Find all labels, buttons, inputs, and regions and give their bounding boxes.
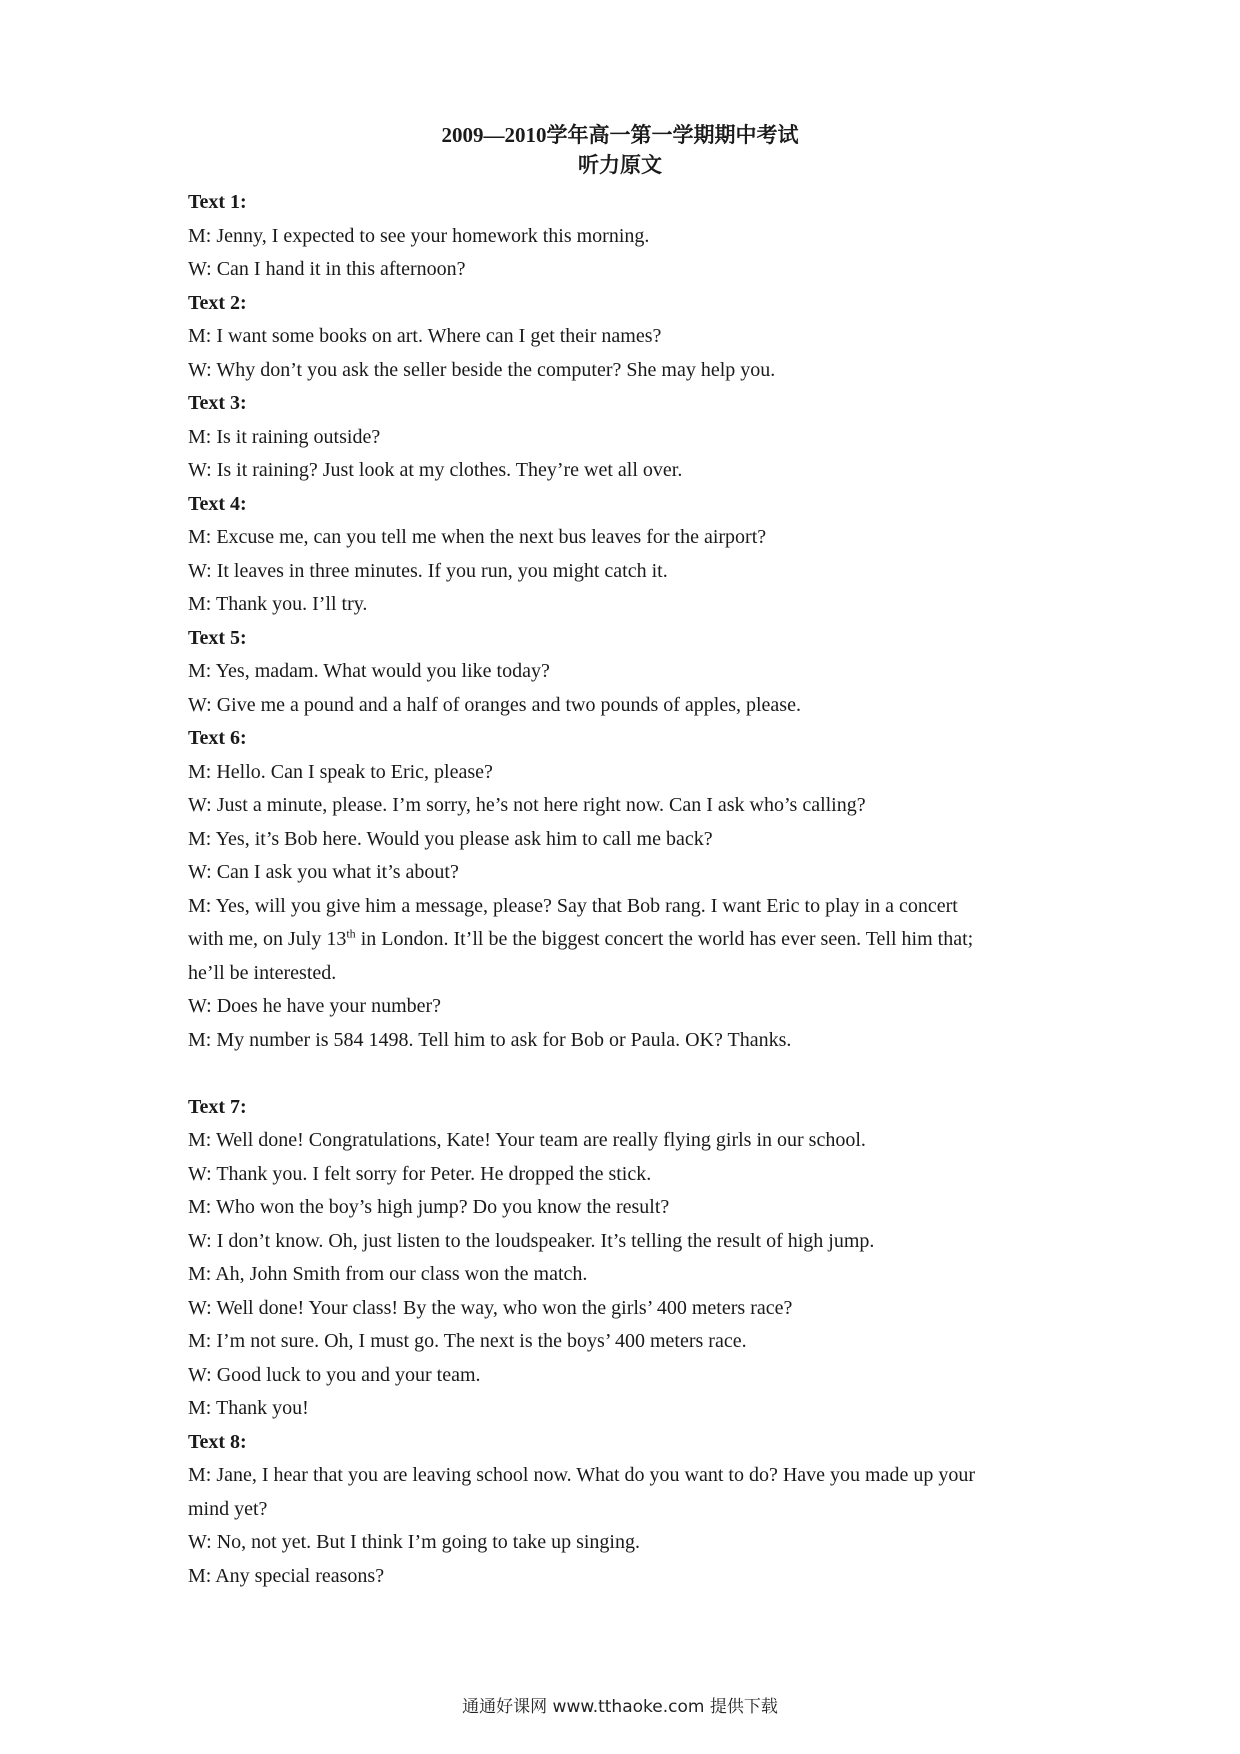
dialogue-line: M: Who won the boy’s high jump? Do you know the result? bbox=[188, 1196, 670, 1218]
section-spacer bbox=[188, 1057, 1058, 1091]
dialogue-line: W: Can I ask you what it’s about? bbox=[188, 861, 459, 883]
dialogue-line: W: Give me a pound and a half of oranges and two pounds of apples, please. bbox=[188, 693, 801, 716]
dialogue-line: M: Excuse me, can you tell me when the next bus leaves for the airport? bbox=[188, 526, 767, 548]
dialogue-line: M: Jenny, I expected to see your homework this morning. bbox=[188, 224, 650, 247]
dialogue-line: W: Is it raining? Just look at my clothes. They’re wet all over. bbox=[188, 459, 683, 481]
dialogue-line: W: I don’t know. Oh, just listen to the loudspeaker. It’s telling the result of high jump. bbox=[188, 1229, 875, 1252]
dialogue-line: mind yet? bbox=[188, 1497, 268, 1520]
page-subtitle: 听力原文 bbox=[578, 153, 662, 177]
dialogue-line: M: Yes, madam. What would you like today? bbox=[188, 660, 550, 682]
dialogue-line: M: Yes, will you give him a message, please? Say that Bob rang. I want Eric to play in a concert bbox=[188, 894, 958, 917]
section-heading: Text 5: bbox=[188, 626, 247, 649]
dialogue-line: M: Thank you. I’ll try. bbox=[188, 593, 368, 615]
dialogue-line: M: Well done! Congratulations, Kate! Your team are really flying girls in our school. bbox=[188, 1129, 866, 1151]
section-heading: Text 4: bbox=[188, 492, 247, 515]
ordinal-suffix: th bbox=[346, 926, 356, 941]
dialogue-line: W: It leaves in three minutes. If you run, you might catch it. bbox=[188, 559, 668, 582]
dialogue-line: M: I’m not sure. Oh, I must go. The next is the boys’ 400 meters race. bbox=[188, 1330, 747, 1352]
transcript-body bbox=[188, 186, 1058, 1593]
dialogue-line: M: Yes, it’s Bob here. Would you please ask him to call me back? bbox=[188, 827, 713, 850]
section-heading: Text 8: bbox=[188, 1430, 247, 1453]
wrapped-text-pre: with me, on July 13 bbox=[188, 928, 347, 950]
dialogue-line: M: Any special reasons? bbox=[188, 1564, 385, 1587]
dialogue-line: M: Thank you! bbox=[188, 1397, 309, 1419]
dialogue-line: W: Good luck to you and your team. bbox=[188, 1363, 481, 1386]
dialogue-line: W: Does he have your number? bbox=[188, 995, 442, 1017]
dialogue-line: W: Why don’t you ask the seller beside the computer? She may help you. bbox=[188, 358, 776, 381]
dialogue-line: W: Thank you. I felt sorry for Peter. He dropped the stick. bbox=[188, 1162, 652, 1185]
dialogue-line: W: No, not yet. But I think I’m going to take up singing. bbox=[188, 1531, 640, 1553]
dialogue-line: M: My number is 584 1498. Tell him to ask for Bob or Paula. OK? Thanks. bbox=[188, 1028, 792, 1051]
wrapped-text-post: in London. It’ll be the biggest concert the world has ever seen. Tell him that; bbox=[355, 928, 974, 950]
dialogue-line: M: Is it raining outside? bbox=[188, 425, 381, 448]
dialogue-line: W: Well done! Your class! By the way, who won the girls’ 400 meters race? bbox=[188, 1296, 793, 1319]
section-heading: Text 2: bbox=[188, 291, 247, 314]
section-heading: Text 3: bbox=[188, 392, 247, 414]
section-heading: Text 7: bbox=[188, 1095, 247, 1118]
dialogue-line: M: I want some books on art. Where can I get their names? bbox=[188, 325, 662, 347]
page-footer: 通通好课网 www.tthaoke.com 提供下载 bbox=[462, 1697, 778, 1717]
dialogue-line: he’ll be interested. bbox=[188, 961, 337, 984]
dialogue-line: M: Jane, I hear that you are leaving school now. What do you want to do? Have you made up your bbox=[188, 1464, 976, 1486]
dialogue-line: W: Can I hand it in this afternoon? bbox=[188, 258, 466, 280]
dialogue-line: M: Ah, John Smith from our class won the match. bbox=[188, 1263, 588, 1285]
page-title: 2009—2010学年高一第一学期期中考试 bbox=[441, 123, 799, 147]
section-heading: Text 6: bbox=[188, 727, 247, 749]
title-block bbox=[0, 120, 1240, 180]
section-heading: Text 1: bbox=[188, 191, 247, 213]
dialogue-line: W: Just a minute, please. I’m sorry, he’s not here right now. Can I ask who’s calling? bbox=[188, 794, 866, 816]
dialogue-line-wrapped bbox=[188, 923, 1058, 957]
dialogue-line: M: Hello. Can I speak to Eric, please? bbox=[188, 760, 493, 783]
